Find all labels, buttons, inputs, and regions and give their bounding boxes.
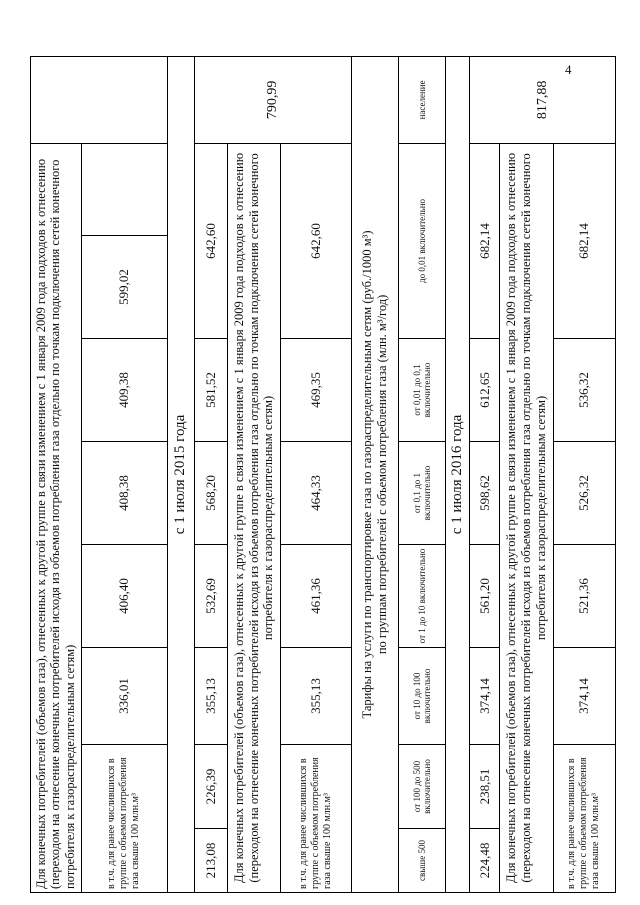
- group-header-7: до 0,01 включительно: [399, 143, 446, 338]
- period-2015: с 1 июля 2015 года: [167, 56, 195, 892]
- page-number: 4: [565, 62, 572, 77]
- v2016-sub-2: 521,36: [553, 545, 615, 648]
- v2015-2: 226,39: [195, 745, 227, 829]
- v2015-7: 642,60: [195, 143, 227, 338]
- tariff-table: [30, 56, 616, 893]
- v2015-1: 213,08: [195, 829, 227, 893]
- period-2016: с 1 июля 2016 года: [446, 56, 470, 892]
- v2016-sub-5: 682,14: [553, 143, 615, 338]
- description-upper: Для конечных потребителей (объемов газа), отнесенных к другой группе в связи изменением с 1 января 2009 года подходов к отнесению (переходом на отнесение конечных потребителей исходя из объемов потребления газа отдельно по точкам подключения сетей конечного потребителя к газораспределительным сетям): [31, 143, 82, 892]
- upper-value-4: 409,38: [81, 339, 167, 442]
- v2015-sub-1: 355,13: [281, 648, 352, 745]
- v2016-sub-4: 536,32: [553, 339, 615, 442]
- upper-value-1: 336,01: [81, 648, 167, 745]
- v2016-sub-3: 526,32: [553, 442, 615, 545]
- population-2015: 790,99: [195, 56, 352, 143]
- v2015-sub-3: 464,33: [281, 442, 352, 545]
- v2016-3: 374,14: [470, 648, 500, 745]
- group-header-4: от 1 до 10 включительно: [399, 545, 446, 648]
- v2016-4: 561,20: [470, 545, 500, 648]
- v2016-sub-1: 374,14: [553, 648, 615, 745]
- v2016-5: 598,62: [470, 442, 500, 545]
- subgroup-label-2015: в т.ч. для ранее числившихся в группе с объемом потребления газа свыше 100 млн.м³: [281, 745, 352, 893]
- v2015-4: 532,69: [195, 545, 227, 648]
- v2015-sub-2: 461,36: [281, 545, 352, 648]
- tariffs-header-line2: по группам потребителей с объемом потребления газа (млн. м³/год): [375, 294, 390, 655]
- rotated-tariff-table: [30, 57, 616, 893]
- upper-value-2: 406,40: [81, 545, 167, 648]
- v2016-6: 612,65: [470, 339, 500, 442]
- v2015-6: 581,52: [195, 339, 227, 442]
- v2015-sub-4: 469,35: [281, 339, 352, 442]
- group-header-2: от 100 до 500 включительно: [399, 745, 446, 829]
- v2016-7: 682,14: [470, 143, 500, 338]
- group-header-8: население: [399, 56, 446, 143]
- v2016-2: 238,51: [470, 745, 500, 829]
- subgroup-label-upper: в т.ч. для ранее числившихся в группе с объемом потребления газа свыше 100 млн.м³: [81, 745, 167, 893]
- v2015-sub-5: 642,60: [281, 143, 352, 338]
- group-header-1: свыше 500: [399, 829, 446, 893]
- v2015-3: 355,13: [195, 648, 227, 745]
- description-2016: Для конечных потребителей (объемов газа), отнесенных к другой группе в связи изменением с 1 января 2009 года подходов к отнесению (переходом на отнесение конечных потребителей исходя из объемов потребления газа отдельно по точкам подключения сетей конечного потребителя к газораспределительным сетям): [500, 143, 554, 892]
- v2016-1: 224,48: [470, 829, 500, 893]
- upper-value-5: 599,02: [81, 236, 167, 339]
- population-2016: 817,88: [470, 56, 616, 143]
- population-upper-empty: [31, 56, 168, 143]
- group-header-3: от 10 до 100 включительно: [399, 648, 446, 745]
- subgroup-label-2016: в т.ч. для ранее числившихся в группе с объемом потребления газа свыше 100 млн.м³: [553, 745, 615, 893]
- tariffs-header: [352, 56, 399, 892]
- tariffs-header-line1: Тарифы на услуги по транспортировке газа по газораспределительным сетям (руб./1000 м³): [360, 230, 375, 719]
- v2015-5: 568,20: [195, 442, 227, 545]
- group-header-6: от 0,01 до 0,1 включительно: [399, 339, 446, 442]
- group-header-5: от 0,1 до 1 включительно: [399, 442, 446, 545]
- description-2015: Для конечных потребителей (объемов газа), отнесенных к другой группе в связи изменением с 1 января 2009 года подходов к отнесению (переходом на отнесение конечных потребителей исходя из объемов потребления газа отдельно по точкам подключения сетей конечного потребителя к газораспределительным сетям): [227, 143, 281, 892]
- upper-value-3: 408,38: [81, 442, 167, 545]
